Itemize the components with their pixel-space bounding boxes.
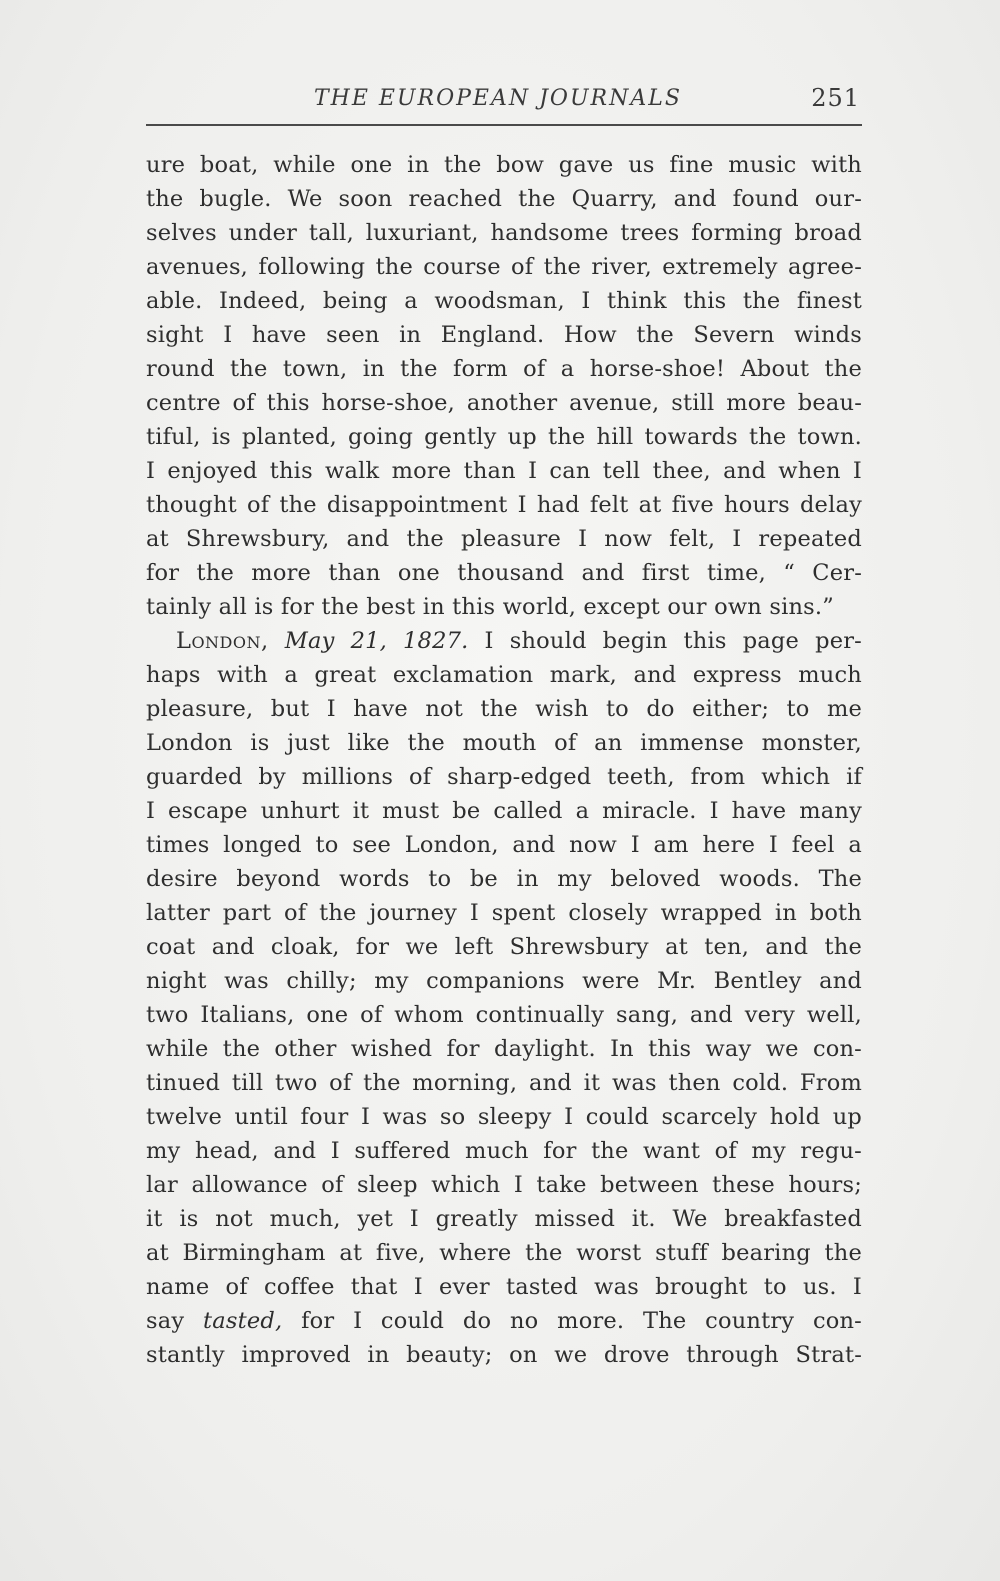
text-line: selves under tall, luxuriant, handsome trees forming broad xyxy=(146,220,862,246)
text-line: avenues, following the course of the river, extremely agree- xyxy=(146,254,862,280)
text-line: thought of the disappointment I had felt at five hours delay xyxy=(146,492,862,518)
text-line: times longed to see London, and now I am here I feel a xyxy=(146,832,862,858)
entry-text: I should begin this page per- xyxy=(484,628,862,654)
text-line: tiful, is planted, going gently up the hill towards the town. xyxy=(146,424,862,450)
text-line: I escape unhurt it must be called a miracle. I have many xyxy=(146,798,862,824)
entry-place: London, xyxy=(176,628,269,654)
text-line: pleasure, but I have not the wish to do either; to me xyxy=(146,696,862,722)
text-line: tinued till two of the morning, and it was then cold. From xyxy=(146,1070,862,1096)
text-line: coat and cloak, for we left Shrewsbury at ten, and the xyxy=(146,934,862,960)
text-line: London is just like the mouth of an immense monster, xyxy=(146,730,862,756)
text-line: latter part of the journey I spent closely wrapped in both xyxy=(146,900,862,926)
text-line: two Italians, one of whom continually sang, and very well, xyxy=(146,1002,862,1028)
tasted-pre: say xyxy=(146,1308,185,1334)
running-title: THE EUROPEAN JOURNALS xyxy=(314,86,682,111)
text-line: at Shrewsbury, and the pleasure I now felt, I repeated xyxy=(146,526,862,552)
london-entry-line xyxy=(146,624,862,658)
tasted-post: for I could do no more. The country con- xyxy=(301,1308,862,1334)
text-line: for the more than one thousand and first time, “ Cer- xyxy=(146,560,862,586)
text-line: while the other wished for daylight. In this way we con- xyxy=(146,1036,862,1062)
entry-date: May 21, 1827. xyxy=(284,628,469,654)
text-line: ure boat, while one in the bow gave us fine music with xyxy=(146,152,862,178)
tasted-word: tasted, xyxy=(203,1308,283,1334)
text-line: name of coffee that I ever tasted was brought to us. I xyxy=(146,1274,862,1300)
text-line: round the town, in the form of a horse-shoe! About the xyxy=(146,356,862,382)
page-header xyxy=(146,80,866,120)
text-line: sight I have seen in England. How the Severn winds xyxy=(146,322,862,348)
page-number: 251 xyxy=(811,84,860,112)
text-line: able. Indeed, being a woodsman, I think this the finest xyxy=(146,288,862,314)
header-rule xyxy=(146,124,862,126)
text-line: the bugle. We soon reached the Quarry, and found our- xyxy=(146,186,862,212)
text-line: it is not much, yet I greatly missed it. We breakfasted xyxy=(146,1206,862,1232)
text-line: night was chilly; my companions were Mr. Bentley and xyxy=(146,968,862,994)
tasted-line xyxy=(146,1304,862,1338)
text-line: haps with a great exclamation mark, and express much xyxy=(146,662,862,688)
body-text xyxy=(146,148,862,1372)
text-line: guarded by millions of sharp-edged teeth, from which if xyxy=(146,764,862,790)
text-line: tainly all is for the best in this world, except our own sins.” xyxy=(146,594,834,620)
text-line: my head, and I suffered much for the want of my regu- xyxy=(146,1138,862,1164)
text-line: at Birmingham at five, where the worst stuff bearing the xyxy=(146,1240,862,1266)
text-line: centre of this horse-shoe, another avenue, still more beau- xyxy=(146,390,862,416)
final-line: stantly improved in beauty; on we drove through Strat- xyxy=(146,1342,862,1368)
text-line: lar allowance of sleep which I take between these hours; xyxy=(146,1172,862,1198)
text-line: I enjoyed this walk more than I can tell thee, and when I xyxy=(146,458,862,484)
text-line: twelve until four I was so sleepy I could scarcely hold up xyxy=(146,1104,862,1130)
text-line: desire beyond words to be in my beloved woods. The xyxy=(146,866,862,892)
